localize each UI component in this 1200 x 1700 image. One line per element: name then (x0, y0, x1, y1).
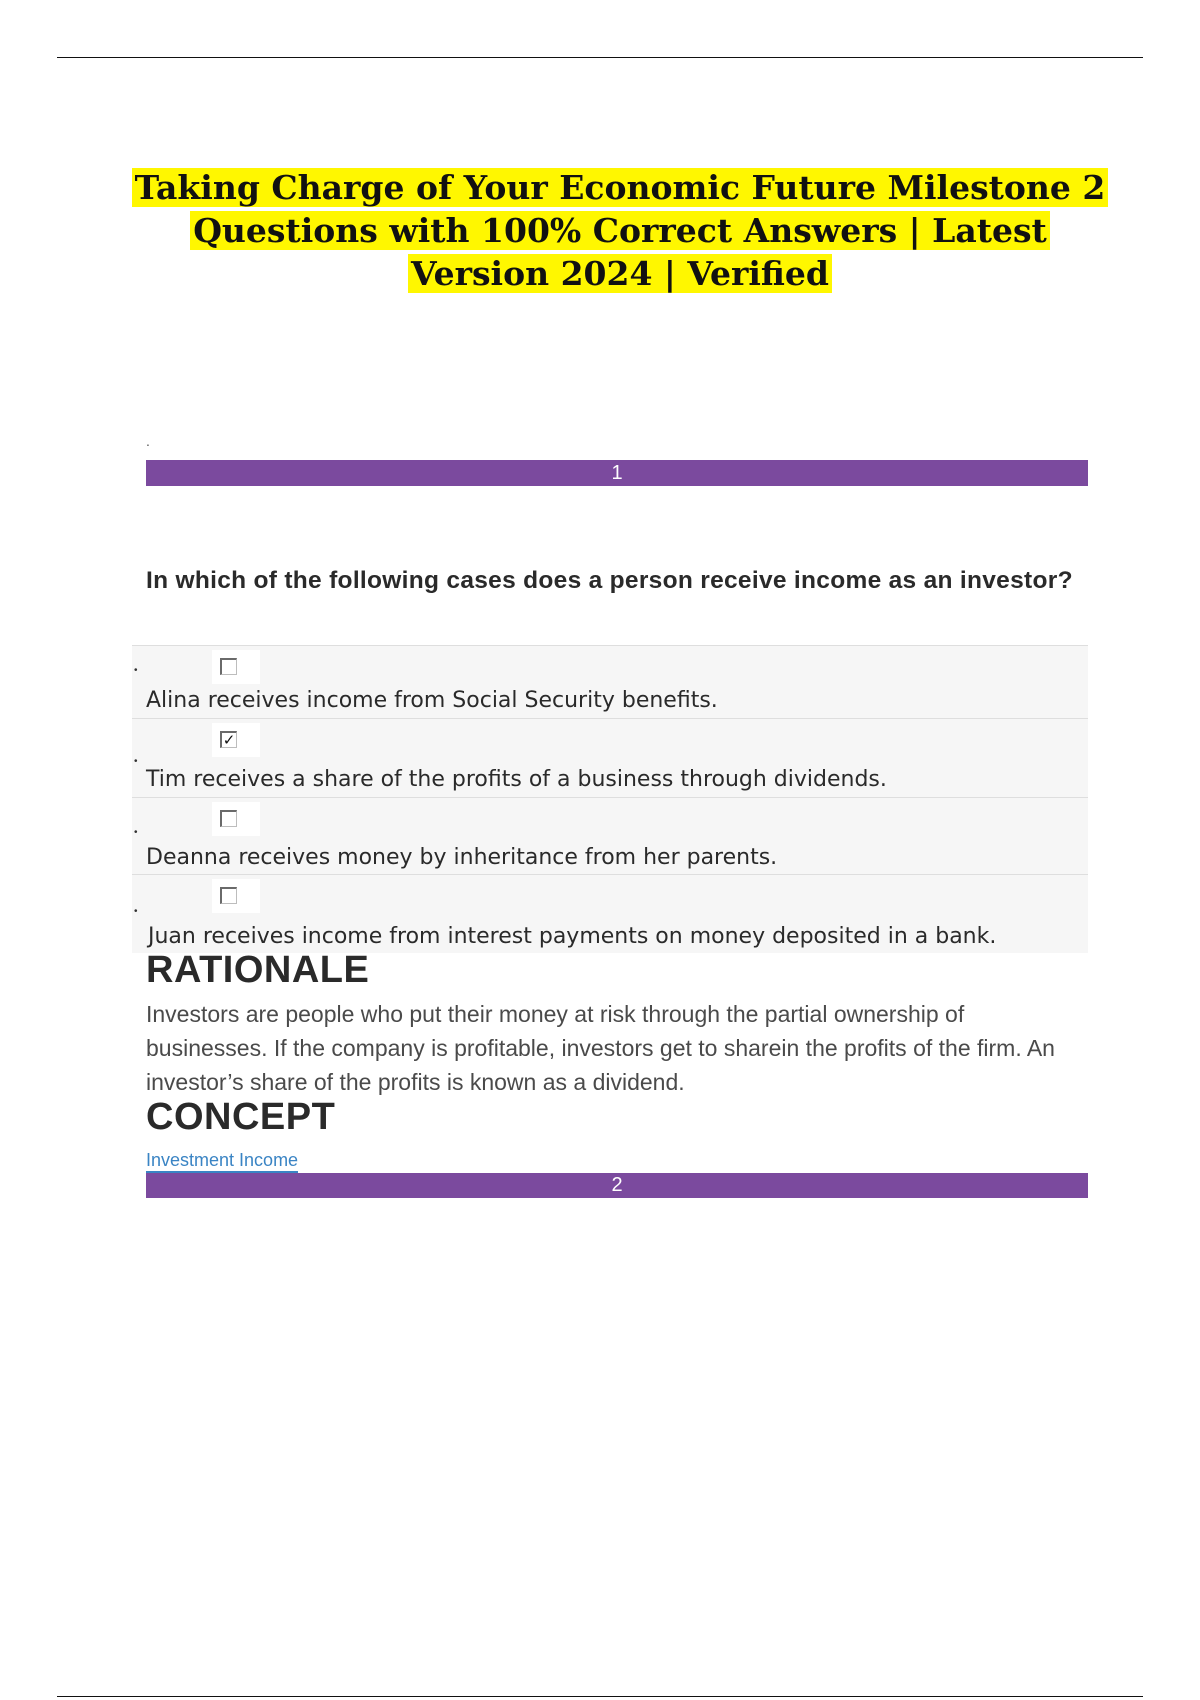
checkbox-4[interactable] (220, 887, 237, 904)
checkbox-frame (212, 802, 260, 836)
answer-option-1-label: Alina receives income from Social Security benefits. (146, 688, 718, 713)
answer-option-3-label: Deanna receives money by inheritance from her parents. (146, 845, 778, 870)
rationale-text: Investors are people who put their money at risk through the partial ownership of businesses. If the company is profitable, investors get to sharein the profits of the firm. An investor’s share of the profits is known as a dividend. (146, 1001, 1055, 1095)
answer-option-1[interactable] (132, 645, 1088, 718)
document-title-text: Taking Charge of Your Economic Future Milestone 2 Questions with 100% Correct Answers | Latest Version 2024 | Verified (132, 168, 1109, 293)
checkbox-frame (212, 723, 260, 757)
top-rule (57, 57, 1143, 58)
rationale-heading: RATIONALE (146, 949, 370, 991)
answer-option-2-label: Tim receives a share of the profits of a business through dividends. (146, 767, 887, 792)
checkbox-1[interactable] (220, 658, 237, 675)
answer-option-2[interactable] (132, 718, 1088, 797)
question-number-bar-2: 2 (146, 1173, 1088, 1198)
document-title (130, 166, 1110, 295)
concept-link[interactable]: Investment Income (146, 1149, 298, 1173)
bottom-rule (57, 1696, 1143, 1697)
bullet-icon: • (134, 906, 138, 917)
concept-heading: CONCEPT (146, 1096, 336, 1138)
answer-option-4[interactable] (132, 874, 1088, 953)
answer-option-3[interactable] (132, 797, 1088, 874)
dot-mark: . (146, 433, 150, 449)
answer-options (132, 645, 1088, 953)
checkbox-2-checked[interactable]: ✓ (220, 731, 237, 748)
checkbox-3[interactable] (220, 810, 237, 827)
question-text: In which of the following cases does a person receive income as an investor? (146, 567, 1073, 594)
question-number-bar-1: 1 (146, 460, 1088, 486)
checkbox-frame (212, 650, 260, 684)
checkbox-frame (212, 879, 260, 913)
bullet-icon: • (134, 665, 138, 676)
answer-option-4-label: Juan receives income from interest payments on money deposited in a bank. (148, 924, 997, 949)
bullet-icon: • (134, 827, 138, 838)
bullet-icon: • (134, 756, 138, 767)
